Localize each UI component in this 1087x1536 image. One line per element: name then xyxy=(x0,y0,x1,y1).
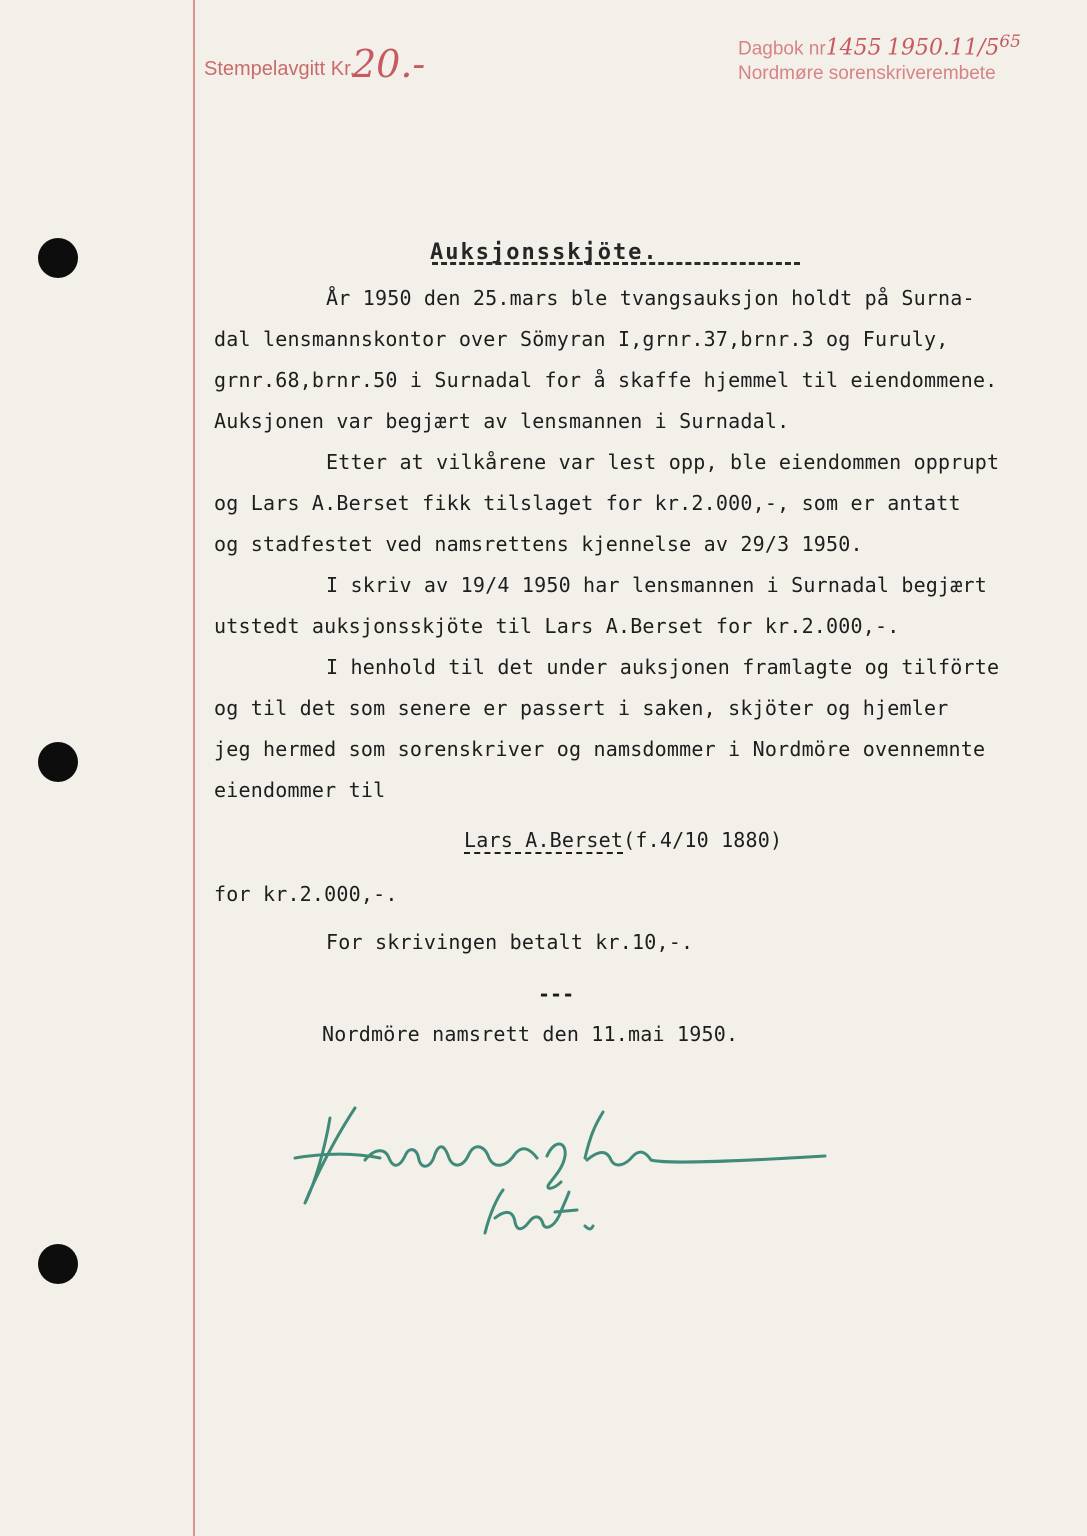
document-title: Auksjonsskjöte. xyxy=(430,240,659,265)
buyer-birth: (f.4/10 1880) xyxy=(623,828,783,852)
text-line: Etter at vilkårene var lest opp, ble eiendommen opprupt xyxy=(326,450,1000,474)
text-line: og Lars A.Berset fikk tilslaget for kr.2.000,-, som er antatt xyxy=(214,491,961,515)
margin-line xyxy=(193,0,195,1536)
text-line: og stadfestet ved namsrettens kjennelse av 29/3 1950. xyxy=(214,532,863,556)
signature xyxy=(285,1098,845,1248)
punch-hole-icon xyxy=(38,238,78,278)
text-line: dal lensmannskontor over Sömyran I,grnr.37,brnr.3 og Furuly, xyxy=(214,327,949,351)
fee-line: For skrivingen betalt kr.10,-. xyxy=(326,930,694,954)
text-line: I skriv av 19/4 1950 har lensmannen i Surnadal begjært xyxy=(326,573,988,597)
journal-number: 1455 xyxy=(825,35,882,61)
stamp-duty-amount: 20.- xyxy=(352,42,426,86)
buyer-name: Lars A.Berset xyxy=(464,828,624,852)
place-date: Nordmöre namsrett den 11.mai 1950. xyxy=(322,1022,739,1046)
text-line: jeg hermed som sorenskriver og namsdommer i Nordmöre ovennemnte xyxy=(214,737,986,761)
text-line: I henhold til det under auksjonen framlagte og tilförte xyxy=(326,655,1000,679)
journal-stamp xyxy=(738,30,1058,86)
price-line: for kr.2.000,-. xyxy=(214,882,398,906)
text-line: utstedt auksjonsskjöte til Lars A.Berset for kr.2.000,-. xyxy=(214,614,900,638)
text-line: eiendommer til xyxy=(214,778,386,802)
text-line: Auksjonen var begjært av lensmannen i Surnadal. xyxy=(214,409,790,433)
journal-year: 1950. xyxy=(886,35,950,61)
title-underline xyxy=(432,262,800,265)
separator-mark: --- xyxy=(538,982,575,1006)
journal-extra: 65 xyxy=(999,32,1021,52)
punch-hole-icon xyxy=(38,742,78,782)
text-line: grnr.68,brnr.50 i Surnadal for å skaffe hjemmel til eiendommene. xyxy=(214,368,998,392)
office-name: Nordmøre sorenskriverembete xyxy=(738,63,996,85)
journal-label: Dagbok nr xyxy=(738,38,826,60)
punch-hole-icon xyxy=(38,1244,78,1284)
text-line: År 1950 den 25.mars ble tvangsauksjon holdt på Surna- xyxy=(326,286,975,310)
buyer-line xyxy=(464,828,782,852)
text-line: og til det som senere er passert i saken, skjöter og hjemler xyxy=(214,696,949,720)
journal-date: 11/5 xyxy=(949,35,1000,61)
stamp-duty-label: Stempelavgitt Kr. xyxy=(204,58,356,80)
